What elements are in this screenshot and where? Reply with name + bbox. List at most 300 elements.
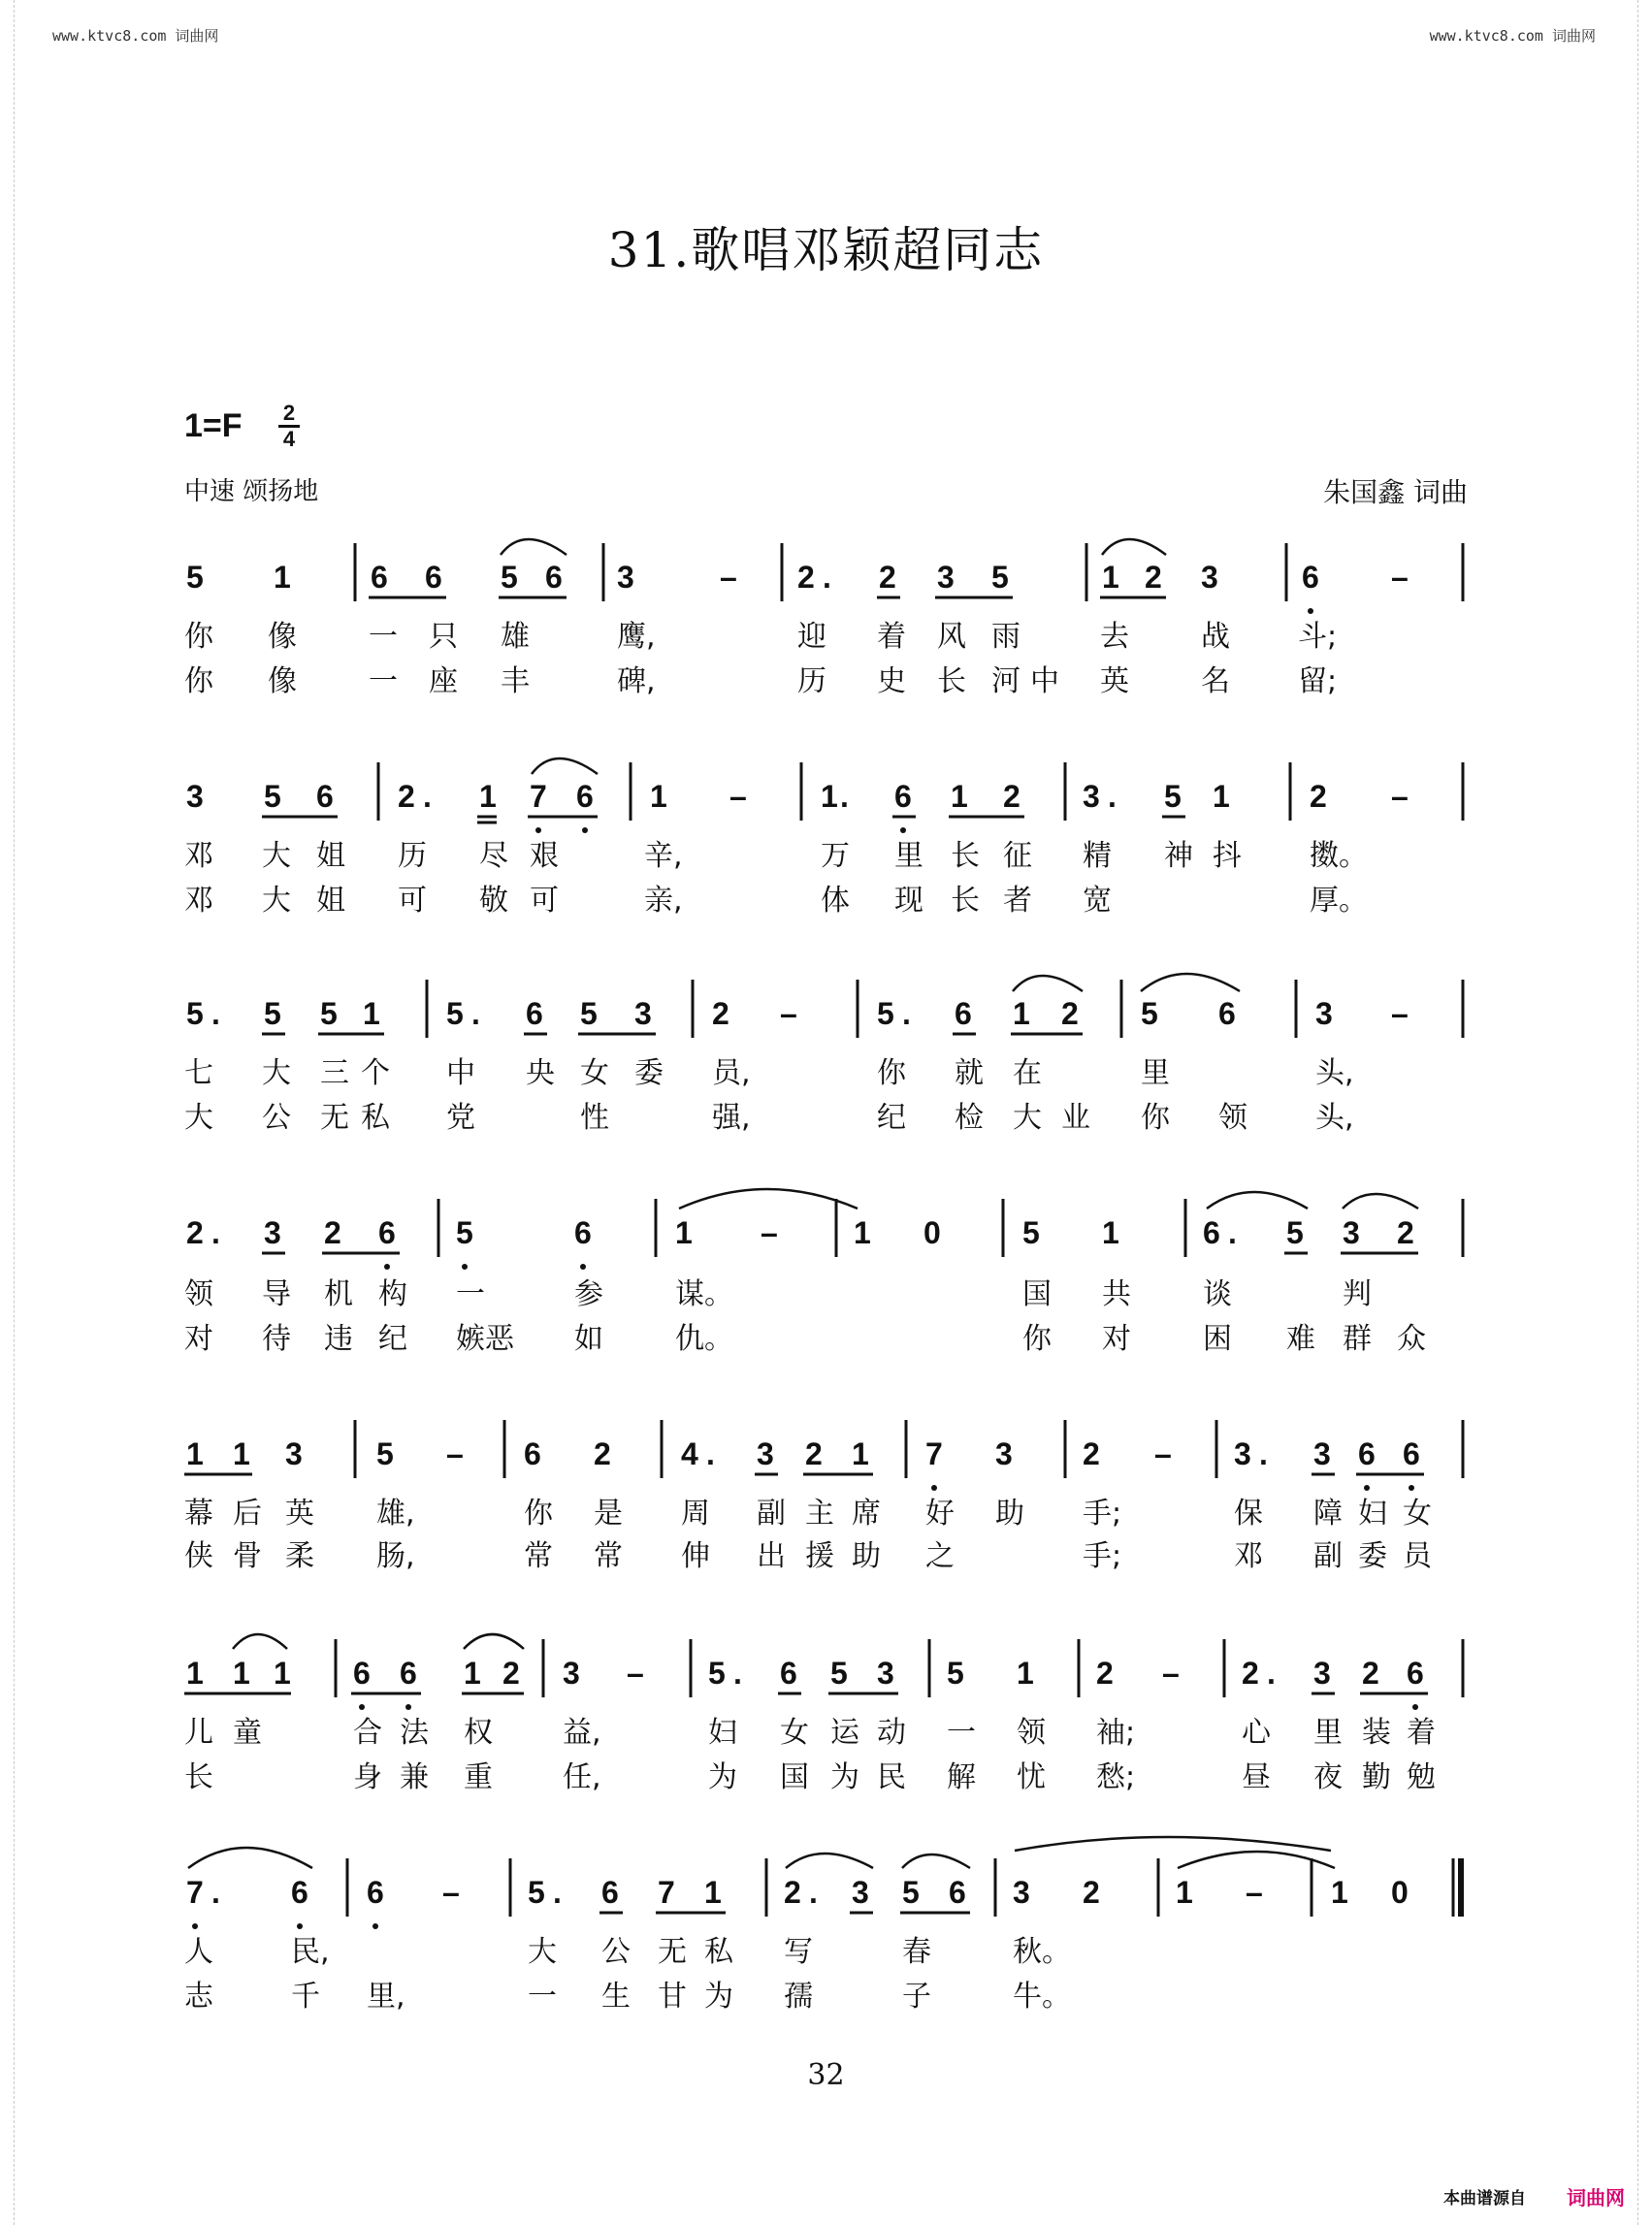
- svg-text:援: 援: [805, 1539, 834, 1573]
- svg-text:0: 0: [923, 1215, 941, 1250]
- svg-text:英: 英: [285, 1497, 314, 1531]
- svg-text:后: 后: [233, 1497, 262, 1531]
- svg-text:.: .: [211, 996, 220, 1031]
- svg-text:三: 三: [320, 1056, 349, 1090]
- svg-text:–: –: [1246, 1875, 1263, 1910]
- svg-text:私: 私: [704, 1935, 733, 1969]
- svg-text:.: .: [553, 1875, 562, 1910]
- svg-text:法: 法: [400, 1716, 429, 1750]
- svg-text:民,: 民,: [291, 1935, 330, 1969]
- svg-text:1: 1: [233, 1656, 250, 1691]
- svg-text:1: 1: [821, 779, 838, 814]
- svg-text:骨: 骨: [233, 1539, 262, 1573]
- svg-text:5: 5: [947, 1656, 964, 1691]
- svg-text:名: 名: [1201, 664, 1230, 698]
- svg-text:6: 6: [1403, 1436, 1420, 1471]
- svg-text:–: –: [1391, 560, 1409, 595]
- svg-text:女: 女: [580, 1056, 609, 1090]
- svg-text:–: –: [1162, 1656, 1180, 1691]
- svg-text:6: 6: [526, 996, 543, 1031]
- svg-text:3: 3: [1343, 1215, 1360, 1250]
- svg-text:对: 对: [184, 1322, 213, 1356]
- svg-text:长: 长: [951, 884, 980, 918]
- svg-text:纪: 纪: [877, 1101, 906, 1135]
- svg-text:6: 6: [894, 779, 912, 814]
- svg-text:史: 史: [877, 664, 906, 698]
- svg-text:.: .: [211, 1215, 220, 1250]
- svg-text:3: 3: [1234, 1436, 1251, 1471]
- svg-text:生: 生: [601, 1980, 631, 2014]
- svg-text:兼: 兼: [400, 1760, 429, 1794]
- svg-text:众: 众: [1397, 1322, 1426, 1356]
- svg-text:3: 3: [1315, 996, 1333, 1031]
- svg-text:像: 像: [268, 620, 297, 654]
- svg-text:6: 6: [545, 560, 563, 595]
- svg-text:迎: 迎: [797, 620, 826, 654]
- svg-text:一: 一: [456, 1277, 485, 1311]
- svg-text:1: 1: [274, 560, 291, 595]
- svg-text:可: 可: [530, 884, 559, 918]
- svg-text:河: 河: [991, 664, 1020, 698]
- svg-text:3: 3: [617, 560, 634, 595]
- svg-text:夜: 夜: [1313, 1760, 1343, 1794]
- svg-text:身: 身: [353, 1760, 382, 1794]
- svg-text:–: –: [1391, 996, 1409, 1031]
- svg-text:抖: 抖: [1213, 839, 1242, 873]
- svg-text:席: 席: [852, 1497, 881, 1531]
- svg-text:3: 3: [852, 1875, 869, 1910]
- svg-text:秋。: 秋。: [1013, 1935, 1071, 1969]
- svg-text:对: 对: [1102, 1322, 1131, 1356]
- svg-text:5: 5: [320, 996, 338, 1031]
- svg-text:领: 领: [1017, 1716, 1046, 1750]
- svg-text:常: 常: [594, 1539, 623, 1573]
- svg-text:.: .: [840, 779, 849, 814]
- svg-text:长: 长: [937, 664, 966, 698]
- svg-text:3: 3: [1313, 1656, 1331, 1691]
- footer-source-text: 本曲谱源自: [1443, 2189, 1526, 2209]
- svg-text:体: 体: [821, 884, 850, 918]
- svg-text:甘: 甘: [658, 1980, 687, 2014]
- svg-text:征: 征: [1003, 839, 1032, 873]
- svg-text:一: 一: [369, 664, 398, 698]
- svg-text:民: 民: [877, 1760, 906, 1794]
- svg-text:里: 里: [1141, 1056, 1170, 1090]
- svg-text:妇: 妇: [708, 1716, 737, 1750]
- svg-text:为: 为: [704, 1980, 733, 2014]
- svg-text:侠: 侠: [184, 1539, 213, 1573]
- svg-text:牛。: 牛。: [1013, 1980, 1071, 2014]
- system-4: [184, 1189, 1463, 1356]
- svg-text:神: 神: [1164, 839, 1193, 873]
- svg-text:导: 导: [262, 1277, 291, 1311]
- song-title: 31.歌唱邓颖超同志: [607, 222, 1045, 278]
- svg-text:2: 2: [1145, 560, 1162, 595]
- svg-text:中: 中: [446, 1056, 475, 1090]
- svg-text:5: 5: [1286, 1215, 1304, 1250]
- svg-text:写: 写: [784, 1935, 813, 1969]
- svg-text:6: 6: [524, 1436, 541, 1471]
- svg-text:里: 里: [894, 839, 923, 873]
- svg-text:志: 志: [184, 1980, 213, 2014]
- svg-text:5: 5: [528, 1875, 545, 1910]
- svg-text:2: 2: [1362, 1656, 1379, 1691]
- svg-text:5: 5: [264, 996, 281, 1031]
- system-1: [184, 539, 1463, 698]
- svg-text:精: 精: [1083, 839, 1112, 873]
- svg-text:勤: 勤: [1362, 1760, 1391, 1794]
- svg-text:1: 1: [1331, 1875, 1348, 1910]
- svg-text:解: 解: [947, 1760, 976, 1794]
- svg-text:–: –: [446, 1436, 464, 1471]
- svg-text:5: 5: [1141, 996, 1158, 1031]
- svg-text:主: 主: [805, 1497, 834, 1531]
- svg-text:6: 6: [291, 1875, 308, 1910]
- svg-text:央: 央: [526, 1056, 555, 1090]
- svg-text:运: 运: [830, 1716, 859, 1750]
- svg-text:里,: 里,: [367, 1980, 405, 2014]
- svg-text:儿: 儿: [184, 1716, 213, 1750]
- svg-text:.: .: [1228, 1215, 1237, 1250]
- svg-text:.: .: [471, 996, 480, 1031]
- svg-text:5: 5: [186, 560, 204, 595]
- svg-text:–: –: [627, 1656, 644, 1691]
- svg-text:2: 2: [398, 779, 415, 814]
- svg-text:7: 7: [925, 1436, 943, 1471]
- svg-text:历: 历: [797, 664, 826, 698]
- svg-text:1: 1: [852, 1436, 869, 1471]
- svg-text:2: 2: [186, 1215, 204, 1250]
- svg-text:性: 性: [580, 1101, 609, 1135]
- svg-text:历: 历: [398, 839, 427, 873]
- svg-text:1: 1: [1013, 996, 1030, 1031]
- svg-text:5: 5: [877, 996, 894, 1031]
- svg-text:无: 无: [658, 1935, 687, 1969]
- svg-text:谋。: 谋。: [675, 1277, 733, 1311]
- svg-text:.: .: [809, 1875, 818, 1910]
- svg-text:童: 童: [233, 1716, 262, 1750]
- svg-text:2: 2: [324, 1215, 341, 1250]
- svg-text:辛,: 辛,: [644, 839, 683, 873]
- svg-text:周: 周: [681, 1497, 710, 1531]
- svg-text:在: 在: [1013, 1056, 1042, 1090]
- svg-text:昼: 昼: [1242, 1760, 1271, 1794]
- svg-text:邓: 邓: [184, 839, 213, 873]
- svg-text:5: 5: [902, 1875, 920, 1910]
- svg-text:勉: 勉: [1407, 1760, 1436, 1794]
- svg-text:女: 女: [1403, 1497, 1432, 1531]
- svg-text:艰: 艰: [530, 839, 559, 873]
- svg-text:斗;: 斗;: [1298, 620, 1338, 654]
- svg-text:手;: 手;: [1083, 1539, 1122, 1573]
- svg-text:6: 6: [371, 560, 388, 595]
- svg-text:6: 6: [1302, 560, 1319, 595]
- svg-text:着: 着: [1407, 1716, 1436, 1750]
- svg-text:领: 领: [184, 1277, 213, 1311]
- svg-text:0: 0: [1391, 1875, 1409, 1910]
- svg-text:.: .: [733, 1656, 742, 1691]
- system-4-lyrics: [184, 1277, 1426, 1356]
- svg-text:委: 委: [634, 1056, 664, 1090]
- svg-text:心: 心: [1242, 1716, 1271, 1750]
- svg-text:6: 6: [949, 1875, 966, 1910]
- svg-text:6: 6: [1203, 1215, 1220, 1250]
- svg-text:6: 6: [367, 1875, 384, 1910]
- svg-text:3: 3: [285, 1436, 303, 1471]
- svg-text:待: 待: [262, 1322, 291, 1356]
- svg-text:2: 2: [1083, 1875, 1100, 1910]
- svg-text:是: 是: [594, 1497, 623, 1531]
- svg-text:6: 6: [316, 779, 334, 814]
- svg-text:妇: 妇: [1358, 1497, 1387, 1531]
- svg-text:1: 1: [951, 779, 968, 814]
- svg-text:3: 3: [757, 1436, 774, 1471]
- svg-text:–: –: [761, 1215, 778, 1250]
- svg-text:3: 3: [563, 1656, 580, 1691]
- svg-text:仇。: 仇。: [675, 1322, 733, 1356]
- svg-text:宽: 宽: [1083, 884, 1112, 918]
- system-5-lyrics: [184, 1497, 1434, 1573]
- svg-text:雄,: 雄,: [376, 1497, 415, 1531]
- system-7: [184, 1837, 1461, 2014]
- svg-text:6: 6: [1218, 996, 1236, 1031]
- svg-text:5: 5: [991, 560, 1009, 595]
- svg-text:2: 2: [712, 996, 729, 1031]
- svg-text:姐: 姐: [316, 884, 345, 918]
- svg-text:6: 6: [576, 779, 594, 814]
- svg-text:一: 一: [528, 1980, 557, 2014]
- svg-text:你: 你: [184, 664, 213, 698]
- svg-text:袖;: 袖;: [1096, 1716, 1136, 1750]
- tempo-marking: 中速 颂扬地: [184, 477, 319, 506]
- svg-text:万: 万: [821, 839, 850, 873]
- key-signature: 1=F: [184, 407, 243, 444]
- svg-text:丰: 丰: [501, 664, 530, 698]
- svg-text:你: 你: [524, 1497, 553, 1531]
- svg-text:一: 一: [947, 1716, 976, 1750]
- svg-text:任,: 任,: [563, 1760, 601, 1794]
- svg-text:柔: 柔: [285, 1539, 314, 1573]
- svg-text:6: 6: [955, 996, 972, 1031]
- svg-text:为: 为: [830, 1760, 859, 1794]
- svg-text:鹰,: 鹰,: [617, 620, 656, 654]
- page-number: 32: [807, 2058, 845, 2092]
- svg-text:纪: 纪: [378, 1322, 407, 1356]
- svg-text:你: 你: [1022, 1322, 1052, 1356]
- svg-text:助: 助: [852, 1539, 881, 1573]
- svg-text:现: 现: [894, 884, 923, 918]
- svg-text:3: 3: [1013, 1875, 1030, 1910]
- svg-text:人: 人: [184, 1935, 213, 1969]
- svg-text:.: .: [823, 560, 831, 595]
- svg-text:大: 大: [262, 839, 291, 873]
- system-6-lyrics: [184, 1716, 1436, 1794]
- svg-text:2: 2: [1083, 1436, 1100, 1471]
- svg-text:6: 6: [425, 560, 442, 595]
- svg-text:4: 4: [681, 1436, 698, 1471]
- system-3: [184, 974, 1463, 1135]
- svg-text:出: 出: [757, 1539, 786, 1573]
- svg-text:2: 2: [1310, 779, 1327, 814]
- svg-text:7: 7: [186, 1875, 204, 1910]
- footer-site-logo[interactable]: 词曲网: [1567, 2186, 1625, 2209]
- svg-text:共: 共: [1102, 1277, 1131, 1311]
- svg-text:.: .: [706, 1436, 715, 1471]
- svg-text:邓: 邓: [184, 884, 213, 918]
- svg-text:私: 私: [361, 1101, 390, 1135]
- svg-text:伸: 伸: [681, 1539, 710, 1573]
- time-signature-top: 2: [282, 401, 296, 425]
- svg-text:5: 5: [456, 1215, 473, 1250]
- svg-text:构: 构: [378, 1277, 407, 1311]
- svg-text:忧: 忧: [1017, 1760, 1046, 1794]
- svg-text:擞。: 擞。: [1310, 839, 1368, 873]
- svg-text:座: 座: [429, 664, 458, 698]
- svg-text:7: 7: [530, 779, 547, 814]
- svg-text:6: 6: [1407, 1656, 1424, 1691]
- svg-text:障: 障: [1313, 1497, 1343, 1531]
- svg-text:5: 5: [186, 996, 204, 1031]
- svg-text:风: 风: [937, 620, 966, 654]
- svg-text:敬: 敬: [479, 884, 508, 918]
- header-right-site: www.ktvc8.com 词曲网: [1429, 27, 1596, 45]
- svg-text:难: 难: [1286, 1322, 1315, 1356]
- svg-text:5: 5: [1164, 779, 1182, 814]
- svg-text:助: 助: [995, 1497, 1024, 1531]
- svg-text:1: 1: [704, 1875, 722, 1910]
- svg-text:副: 副: [1313, 1539, 1343, 1573]
- svg-text:3: 3: [937, 560, 955, 595]
- svg-text:1: 1: [479, 779, 497, 814]
- svg-text:1: 1: [1102, 1215, 1119, 1250]
- svg-text:雄: 雄: [501, 620, 530, 654]
- svg-text:像: 像: [268, 664, 297, 698]
- svg-text:3: 3: [186, 779, 204, 814]
- system-5: [184, 1420, 1463, 1573]
- svg-text:愁;: 愁;: [1096, 1760, 1136, 1794]
- svg-text:保: 保: [1234, 1497, 1263, 1531]
- svg-text:5: 5: [446, 996, 464, 1031]
- svg-text:检: 检: [955, 1101, 984, 1135]
- svg-text:千: 千: [291, 1980, 320, 2014]
- svg-text:好: 好: [925, 1497, 955, 1531]
- svg-text:2: 2: [1242, 1656, 1259, 1691]
- svg-text:战: 战: [1201, 620, 1230, 654]
- svg-text:.: .: [902, 996, 911, 1031]
- system-3-lyrics: [184, 1056, 1354, 1135]
- svg-text:留;: 留;: [1298, 664, 1338, 698]
- svg-text:者: 者: [1003, 884, 1032, 918]
- composer-credit: 朱国鑫 词曲: [1323, 476, 1468, 508]
- svg-text:2: 2: [502, 1656, 520, 1691]
- svg-text:强,: 强,: [712, 1101, 751, 1135]
- svg-text:亲,: 亲,: [644, 884, 683, 918]
- svg-text:2: 2: [797, 560, 815, 595]
- system-1-lyrics: [184, 620, 1337, 698]
- svg-text:3: 3: [877, 1656, 894, 1691]
- svg-text:3: 3: [634, 996, 652, 1031]
- svg-text:动: 动: [877, 1716, 906, 1750]
- svg-text:1: 1: [854, 1215, 871, 1250]
- svg-text:嫉恶: 嫉恶: [456, 1322, 514, 1356]
- svg-text:–: –: [720, 560, 737, 595]
- svg-text:厚。: 厚。: [1310, 884, 1368, 918]
- svg-text:员: 员: [1403, 1539, 1432, 1573]
- svg-text:为: 为: [708, 1760, 737, 1794]
- svg-text:5: 5: [1022, 1215, 1040, 1250]
- svg-text:2: 2: [1096, 1656, 1114, 1691]
- svg-text:英: 英: [1100, 664, 1129, 698]
- svg-text:1: 1: [363, 996, 380, 1031]
- svg-text:姐: 姐: [316, 839, 345, 873]
- svg-text:就: 就: [955, 1056, 984, 1090]
- svg-text:常: 常: [524, 1539, 553, 1573]
- svg-text:1: 1: [274, 1656, 291, 1691]
- svg-text:头,: 头,: [1315, 1056, 1354, 1090]
- svg-text:6: 6: [400, 1656, 417, 1691]
- svg-text:公: 公: [262, 1101, 291, 1135]
- svg-text:群: 群: [1343, 1322, 1372, 1356]
- svg-text:重: 重: [464, 1760, 493, 1794]
- svg-text:长: 长: [951, 839, 980, 873]
- svg-text:无: 无: [320, 1101, 349, 1135]
- svg-text:–: –: [1391, 779, 1409, 814]
- svg-text:女: 女: [780, 1716, 809, 1750]
- svg-text:权: 权: [464, 1716, 493, 1750]
- svg-text:领: 领: [1218, 1101, 1247, 1135]
- svg-text:–: –: [780, 996, 797, 1031]
- svg-text:业: 业: [1061, 1101, 1090, 1135]
- svg-text:5: 5: [708, 1656, 726, 1691]
- svg-text:困: 困: [1203, 1322, 1232, 1356]
- svg-text:如: 如: [574, 1322, 603, 1356]
- system-2: [184, 758, 1463, 918]
- svg-text:6: 6: [601, 1875, 619, 1910]
- svg-text:大: 大: [262, 884, 291, 918]
- svg-text:–: –: [1154, 1436, 1172, 1471]
- svg-text:机: 机: [324, 1277, 353, 1311]
- svg-text:–: –: [729, 779, 747, 814]
- svg-text:.: .: [1259, 1436, 1268, 1471]
- svg-text:一: 一: [369, 620, 398, 654]
- svg-text:5: 5: [830, 1656, 848, 1691]
- svg-text:1: 1: [1017, 1656, 1034, 1691]
- svg-text:.: .: [1108, 779, 1117, 814]
- svg-text:幕: 幕: [184, 1497, 213, 1531]
- time-signature-bottom: 4: [282, 427, 296, 451]
- svg-text:5: 5: [264, 779, 281, 814]
- svg-text:判: 判: [1343, 1277, 1372, 1311]
- svg-text:头,: 头,: [1315, 1101, 1354, 1135]
- svg-text:合: 合: [353, 1716, 382, 1750]
- svg-text:手;: 手;: [1083, 1497, 1122, 1531]
- svg-text:2: 2: [784, 1875, 801, 1910]
- svg-text:国: 国: [1022, 1277, 1052, 1311]
- svg-text:.: .: [423, 779, 432, 814]
- svg-text:七: 七: [184, 1056, 213, 1090]
- svg-text:之: 之: [925, 1539, 955, 1573]
- svg-text:1: 1: [1102, 560, 1119, 595]
- svg-text:.: .: [211, 1875, 220, 1910]
- svg-text:尽: 尽: [479, 839, 508, 873]
- svg-text:里: 里: [1313, 1716, 1343, 1750]
- svg-text:中: 中: [1030, 664, 1059, 698]
- svg-text:5: 5: [580, 996, 598, 1031]
- svg-text:大: 大: [528, 1935, 557, 1969]
- system-2-lyrics: [184, 839, 1368, 918]
- svg-text:2: 2: [594, 1436, 611, 1471]
- svg-text:6: 6: [378, 1215, 396, 1250]
